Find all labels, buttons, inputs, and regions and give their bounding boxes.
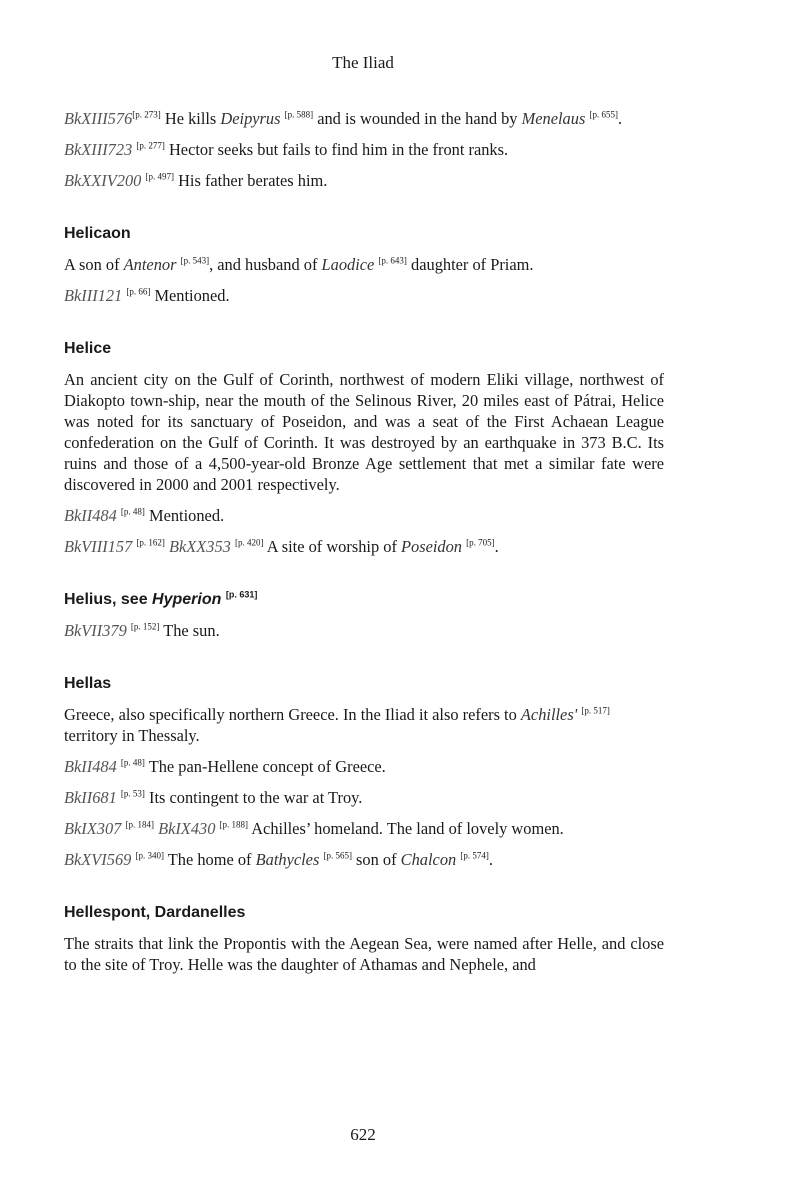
desc-text: A son of	[64, 255, 124, 274]
heading-text: Helius, see	[64, 591, 153, 608]
page-ref: [p. 543]	[180, 255, 210, 266]
reference-line	[64, 170, 664, 191]
desc-text: daughter of Priam.	[406, 255, 534, 274]
ref-text: Mentioned.	[144, 506, 225, 525]
ref-text: The home of	[163, 850, 256, 869]
desc-text: territory in Thessaly.	[64, 726, 200, 745]
entry-heading-helice: Helice	[64, 340, 112, 357]
reference-line	[64, 505, 664, 526]
ref-text: and is wounded in the hand by	[313, 109, 522, 128]
desc-text: Greece, also specifically northern Greece. In the Iliad it also refers to	[64, 705, 521, 724]
book-reference[interactable]: BkII681	[64, 788, 117, 807]
book-reference[interactable]: BkXIII576	[64, 109, 133, 128]
book-reference[interactable]: BkXIII723	[64, 140, 133, 159]
page-ref: [p. 273]	[132, 109, 161, 120]
see-link[interactable]: Hyperion	[152, 591, 222, 608]
page-ref: [p. 188]	[219, 819, 249, 830]
entry-heading-hellas: Hellas	[64, 675, 112, 692]
page-ref: [p. 53]	[120, 788, 145, 799]
ref-text: .	[617, 109, 623, 128]
entry-description	[64, 704, 664, 746]
book-reference[interactable]: BkII484	[64, 757, 117, 776]
page-ref: [p. 277]	[136, 140, 165, 151]
ref-text: A site of worship of	[263, 537, 401, 556]
person-link[interactable]: Laodice	[321, 255, 375, 274]
page-ref: [p. 162]	[136, 537, 165, 548]
entry-description	[64, 254, 664, 275]
page-ref: [p. 631]	[225, 589, 258, 600]
reference-line	[64, 285, 664, 306]
book-reference[interactable]: BkXXIV200	[64, 171, 142, 190]
person-link[interactable]: Bathycles	[255, 850, 320, 869]
entry-heading-hellespont: Hellespont, Dardanelles	[64, 904, 246, 921]
page-ref: [p. 565]	[323, 850, 352, 861]
page-ref: [p. 655]	[589, 109, 618, 120]
page-ref: [p. 497]	[145, 171, 174, 182]
person-link[interactable]: Chalcon	[400, 850, 457, 869]
book-reference[interactable]: BkII484	[64, 506, 117, 525]
book-reference[interactable]: BkVII379	[64, 621, 127, 640]
page-ref: [p. 66]	[126, 286, 151, 297]
entry-description: The straits that link the Propontis with the Aegean Sea, were named after Helle, and close to the site of Troy. Helle was the daughter of Athamas and Nephele, and	[64, 934, 664, 974]
person-link[interactable]: Poseidon	[401, 537, 463, 556]
page-ref: [p. 420]	[235, 537, 264, 548]
ref-text: Hector seeks but fails to find him in the front ranks.	[164, 140, 509, 159]
page-ref: [p. 705]	[466, 537, 495, 548]
book-reference[interactable]: BkVIII157	[64, 537, 133, 556]
reference-line	[64, 787, 664, 808]
person-link[interactable]: Menelaus	[521, 109, 586, 128]
page-ref: [p. 48]	[120, 757, 145, 768]
reference-line	[64, 818, 664, 839]
entry-heading-helicaon: Helicaon	[64, 225, 131, 242]
reference-line	[64, 849, 664, 870]
page-number: 622	[350, 1125, 376, 1144]
ref-text: He kills	[160, 109, 221, 128]
entry-heading-helius	[64, 589, 664, 610]
page-ref: [p. 517]	[581, 705, 610, 716]
ref-text: His father berates him.	[173, 171, 328, 190]
page-ref: [p. 48]	[120, 506, 145, 517]
desc-text: , and husband of	[209, 255, 322, 274]
page-ref: [p. 184]	[125, 819, 154, 830]
book-reference[interactable]: BkIX307	[64, 819, 122, 838]
page-ref: [p. 643]	[378, 255, 407, 266]
book-reference[interactable]: BkIII121	[64, 286, 123, 305]
person-link[interactable]: Antenor	[123, 255, 177, 274]
reference-line	[64, 756, 664, 777]
page-ref: [p. 574]	[460, 850, 489, 861]
ref-text: Mentioned.	[150, 286, 230, 305]
page-content	[64, 108, 664, 985]
ref-text: son of	[351, 850, 401, 869]
reference-line	[64, 536, 664, 557]
entry-description: An ancient city on the Gulf of Corinth, northwest of modern Eliki village, northwest of Diakopto town-ship, near the mouth of the Selinous River, 20 miles east of Pátrai, Helice was noted for its sanctuary of Poseidon, and was a seat of the First Achaean League confederation on the Gulf of Corinth. It was destroyed by an earthquake in 373 B.C. Its ruins and those of a 4,500-year-old Bronze Age settlement that met a similar fate were discovered in 2000 and 2001 respectively.	[64, 370, 664, 494]
ref-text: The pan-Hellene concept of Greece.	[144, 757, 386, 776]
reference-line	[64, 108, 664, 129]
ref-text: .	[494, 537, 499, 556]
reference-line	[64, 620, 664, 641]
book-reference[interactable]: BkXX353	[168, 537, 231, 556]
running-head: The Iliad	[332, 53, 394, 72]
person-link[interactable]: Achilles'	[520, 705, 578, 724]
person-link[interactable]: Deipyrus	[220, 109, 281, 128]
ref-text: .	[488, 850, 493, 869]
ref-text: Its contingent to the war at Troy.	[144, 788, 363, 807]
reference-line	[64, 139, 664, 160]
page-ref: [p. 152]	[130, 621, 160, 632]
ref-text: Achilles’ homeland. The land of lovely women.	[248, 819, 564, 838]
page-ref: [p. 340]	[135, 850, 164, 861]
book-reference[interactable]: BkXVI569	[64, 850, 132, 869]
ref-text: The sun.	[159, 621, 220, 640]
page-ref: [p. 588]	[284, 109, 314, 120]
book-reference[interactable]: BkIX430	[158, 819, 216, 838]
